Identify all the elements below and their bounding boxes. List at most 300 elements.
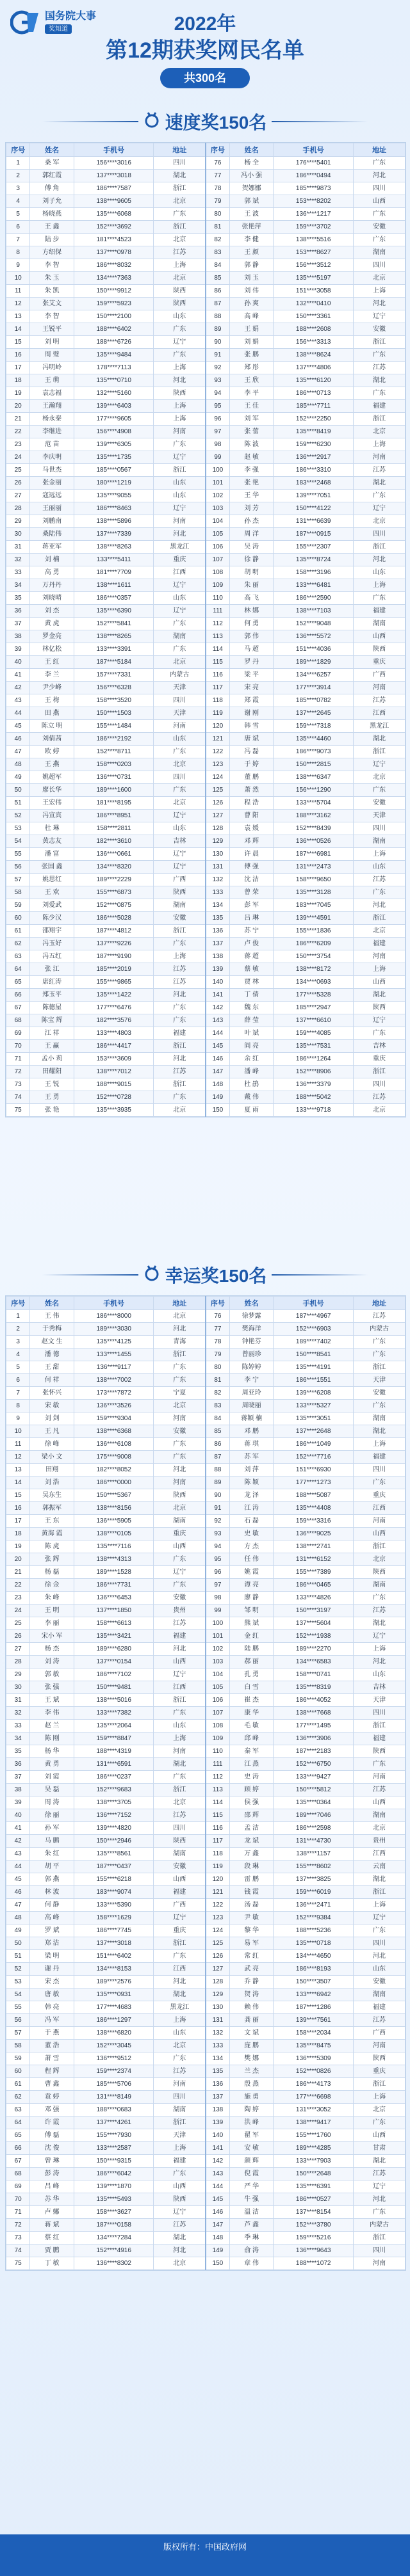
cell-phone: 188****5087 [274,1489,354,1502]
cell-address: 湖北 [353,477,405,490]
col-header-address: 地址 [353,143,405,157]
cell-index: 110 [206,1745,229,1758]
cell-address: 福建 [353,938,405,950]
cell-address: 福建 [353,2001,405,2014]
cell-name: 冯玉好 [30,938,74,950]
cell-name: 蒋 超 [229,950,274,963]
cell-address: 河北 [154,528,206,541]
cell-name: 程 浩 [229,797,274,810]
cell-phone: 187****0158 [74,2219,154,2232]
cell-address: 浙江 [353,912,405,925]
cell-index: 111 [206,605,229,618]
cell-address: 湖北 [353,1617,405,1630]
cell-phone: 181****8195 [74,797,154,810]
cell-phone: 132****5160 [74,387,154,400]
cell-address: 云南 [353,1860,405,1873]
cell-name: 郭 静 [229,259,274,272]
cell-name: 萧 雪 [30,2052,74,2065]
cell-name: 杜 琳 [30,822,74,835]
cell-address: 甘肃 [353,2142,405,2155]
table-row [6,1604,406,1617]
cell-name: 张 鹏 [229,349,274,362]
cell-phone: 150****3197 [274,1604,354,1617]
cell-name: 乔 静 [229,1976,274,1988]
cell-phone: 189****7402 [274,1336,354,1348]
cell-name: 王 东 [30,1515,74,1528]
cell-phone: 138****1157 [274,1848,354,1860]
cell-name: 唐 斌 [229,733,274,746]
cell-index: 141 [206,2142,229,2155]
cell-phone: 137****5604 [274,1617,354,1630]
cell-phone: 175****9008 [74,1451,154,1464]
cell-name: 宋 敏 [30,1400,74,1412]
cell-index: 80 [206,1361,229,1374]
table-row [6,566,406,579]
cell-address: 广东 [353,1592,405,1604]
cell-address: 陕西 [353,643,405,656]
cell-phone: 131****6591 [74,1758,154,1771]
cell-index: 13 [6,310,30,323]
cell-name: 姚思红 [30,874,74,886]
cell-phone: 133****6942 [274,1988,354,2001]
cell-phone: 186****0527 [274,2193,354,2206]
cell-address: 天津 [353,810,405,822]
cell-name: 颜 辉 [229,2155,274,2168]
cell-index: 150 [206,2257,229,2270]
cell-name: 刘 玉 [229,272,274,285]
cell-phone: 136****0661 [74,848,154,861]
cell-name: 张 强 [30,1681,74,1694]
cell-phone: 186****7731 [74,1579,154,1592]
table-row [6,374,406,387]
cell-phone: 158****3520 [74,694,154,707]
cell-phone: 136****9025 [274,1528,354,1540]
cell-phone: 152****3045 [74,2040,154,2052]
cell-phone: 186****5028 [74,912,154,925]
cell-phone: 133****7382 [74,1707,154,1720]
cell-name: 龙 泽 [229,1489,274,1502]
cell-index: 149 [206,1091,229,1104]
cell-index: 123 [206,758,229,771]
cell-phone: 152****8439 [274,822,354,835]
cell-name: 雷 鹏 [229,1873,274,1886]
cell-phone: 136****0731 [74,771,154,784]
cell-address: 浙江 [353,2078,405,2091]
cell-index: 3 [6,1336,30,1348]
cell-phone: 152****9384 [274,1912,354,1924]
cell-name: 施 勇 [229,2091,274,2104]
cell-phone: 185****2019 [74,963,154,976]
cell-address: 广东 [154,1771,206,1784]
cell-index: 129 [206,835,229,848]
cell-address: 广东 [353,886,405,899]
cell-index: 19 [6,1540,30,1553]
cell-index: 23 [6,438,30,451]
cell-index: 63 [6,950,30,963]
cell-index: 62 [6,938,30,950]
table-row [6,2180,406,2193]
table-row [6,362,406,374]
cell-name: 魏 东 [229,1002,274,1014]
cell-name: 江 涛 [229,1502,274,1515]
table-row [6,1643,406,1656]
cell-index: 11 [6,285,30,298]
cell-phone: 136****9117 [74,1361,154,1374]
cell-index: 46 [6,733,30,746]
cell-address: 河南 [353,2257,405,2270]
cell-name: 贾 鹏 [30,2244,74,2257]
cell-phone: 152****9048 [274,618,354,630]
cell-address: 山东 [154,2027,206,2040]
cell-name: 马世杰 [30,464,74,477]
cell-phone: 188****5042 [274,1091,354,1104]
table-row [6,2129,406,2142]
cell-phone: 139****6305 [74,438,154,451]
cell-phone: 188****3162 [274,810,354,822]
cell-index: 90 [206,336,229,349]
cell-index: 61 [6,925,30,938]
cell-name: 徐 金 [30,1579,74,1592]
cell-name: 罗 丹 [229,656,274,669]
cell-name: 王 波 [229,208,274,221]
cell-address: 河南 [353,2040,405,2052]
cell-phone: 150****9315 [74,2155,154,2168]
cell-phone: 155****6218 [74,1873,154,1886]
cell-index: 92 [206,362,229,374]
cell-index: 122 [206,1899,229,1912]
cell-address: 陕西 [154,1489,206,1502]
cell-address: 江苏 [154,976,206,989]
table-row [6,349,406,362]
cell-address: 广东 [353,387,405,400]
cell-index: 120 [206,720,229,733]
cell-index: 85 [206,1425,229,1438]
cell-phone: 150****4122 [274,502,354,515]
cell-name: 孔 勇 [229,1668,274,1681]
table-row [6,1707,406,1720]
table-row [6,835,406,848]
cell-index: 99 [206,451,229,464]
cell-index: 36 [6,605,30,618]
table-row [6,2052,406,2065]
cell-name: 马 超 [229,643,274,656]
table-row [6,170,406,182]
cell-name: 刘 萍 [229,1464,274,1476]
cell-name: 席红涛 [30,976,74,989]
table-row [6,1361,406,1374]
cell-phone: 186****7587 [74,182,154,195]
cell-address: 北京 [353,515,405,528]
cell-phone: 188****1072 [274,2257,354,2270]
cell-address: 广东 [353,1336,405,1348]
cell-address: 江苏 [154,246,206,259]
cell-address: 广东 [154,618,206,630]
cell-address: 山东 [154,592,206,605]
cell-phone: 177****6476 [74,1002,154,1014]
cell-name: 潘 峰 [229,1066,274,1078]
table-row [6,1476,406,1489]
cell-name: 唐 敏 [30,1988,74,2001]
table-row [6,912,406,925]
cell-phone: 137****3825 [274,1873,354,1886]
cell-index: 140 [206,976,229,989]
cell-name: 熊 斌 [229,1617,274,1630]
cell-index: 53 [6,822,30,835]
cell-phone: 186****0494 [274,170,354,182]
cell-phone: 136****5572 [274,630,354,643]
cell-index: 17 [6,1515,30,1528]
cell-name: 戴 伟 [229,1091,274,1104]
cell-address: 福建 [154,1027,206,1040]
table-row [6,477,406,490]
cell-address: 山西 [154,1540,206,1553]
cell-phone: 135****4408 [274,1502,354,1515]
cell-phone: 186****2598 [274,1822,354,1835]
table-row [6,2168,406,2180]
cell-phone: 188****5236 [274,1924,354,1937]
cell-index: 49 [6,771,30,784]
cell-name: 万 鑫 [229,1848,274,1860]
cell-index: 126 [206,1950,229,1963]
table-row [6,1848,406,1860]
cell-phone: 186****1551 [274,1374,354,1387]
cell-address: 河北 [353,1656,405,1668]
cell-name: 萧 然 [229,784,274,797]
cell-phone: 135****6390 [74,605,154,618]
table-row [6,1745,406,1758]
cell-address: 浙江 [154,221,206,234]
cell-index: 124 [206,771,229,784]
table-row [6,2206,406,2219]
table-row [6,1835,406,1848]
cell-address: 浙江 [154,182,206,195]
cell-phone: 135****4460 [274,733,354,746]
cell-address: 湖南 [353,835,405,848]
cell-address: 辽宁 [353,502,405,515]
table-row [6,259,406,272]
cell-name: 钟艳芬 [229,1336,274,1348]
total-count-badge: 共300名 [160,68,250,88]
cell-address: 重庆 [353,1489,405,1502]
cell-index: 9 [6,259,30,272]
cell-index: 31 [6,541,30,554]
cell-phone: 186****8193 [274,1963,354,1976]
cell-name: 李 智 [30,259,74,272]
cell-name: 田 燕 [30,707,74,720]
cell-address: 福建 [353,400,405,413]
cell-name: 冯 磊 [229,746,274,758]
cell-name: 傅 角 [30,182,74,195]
cell-index: 37 [6,1771,30,1784]
cell-phone: 152****0875 [74,899,154,912]
table-row [6,1912,406,1924]
cell-address: 浙江 [353,746,405,758]
cell-name: 董 鹏 [229,771,274,784]
cell-index: 67 [6,2155,30,2168]
cell-index: 136 [206,925,229,938]
cell-index: 16 [6,349,30,362]
table-row [6,1771,406,1784]
table-row [6,1014,406,1027]
cell-index: 122 [206,746,229,758]
cell-name: 丁 倩 [229,989,274,1002]
cell-name: 何 静 [30,1899,74,1912]
cell-name: 陆 步 [30,234,74,246]
cell-phone: 186****8000 [74,1310,154,1323]
cell-name: 张 艳 [30,1104,74,1117]
cell-phone: 138****1611 [74,579,154,592]
cell-phone: 177****1495 [274,1720,354,1732]
cell-phone: 133****5390 [74,1899,154,1912]
table-row [6,1002,406,1014]
cell-index: 114 [206,1796,229,1809]
cell-phone: 158****1629 [74,1912,154,1924]
cell-address: 北京 [154,656,206,669]
cell-name: 钱 霞 [229,1886,274,1899]
cell-name: 李继进 [30,426,74,438]
cell-address: 山西 [353,1528,405,1540]
cell-name: 林 波 [30,1886,74,1899]
cell-address: 辽宁 [353,1912,405,1924]
cell-phone: 133****5704 [274,797,354,810]
table-row [6,797,406,810]
cell-index: 54 [6,1988,30,2001]
cell-index: 146 [206,1053,229,1066]
cell-name: 王 红 [30,656,74,669]
cell-name: 梁小 文 [30,1451,74,1464]
cell-index: 59 [6,899,30,912]
cell-name: 樊 娜 [229,2052,274,2065]
divider [272,121,368,122]
cell-phone: 136****3379 [274,1078,354,1091]
cell-index: 50 [6,784,30,797]
table-row [6,1515,406,1528]
cell-address: 湖南 [353,1988,405,2001]
cell-address: 天津 [353,1694,405,1707]
cell-phone: 131****2473 [274,861,354,874]
cell-index: 81 [206,1374,229,1387]
cell-phone: 133****1455 [74,1348,154,1361]
cell-phone: 134****6583 [274,1656,354,1668]
cell-name: 贺娜娜 [229,182,274,195]
cell-address: 广东 [353,1400,405,1412]
cell-name: 任 伟 [229,1553,274,1566]
cell-address: 广东 [154,938,206,950]
cell-address: 湖南 [154,1515,206,1528]
cell-index: 54 [6,835,30,848]
cell-address: 天津 [353,1374,405,1387]
cell-phone: 186****7102 [74,1668,154,1681]
cell-address: 安徽 [353,797,405,810]
cell-phone: 135****3128 [274,886,354,899]
cell-address: 山西 [353,976,405,989]
cell-phone: 136****1217 [274,208,354,221]
cell-address: 江苏 [154,963,206,976]
cell-index: 66 [6,989,30,1002]
cell-address: 广东 [154,1579,206,1592]
cell-name: 严 华 [229,2180,274,2193]
cell-address: 浙江 [353,1066,405,1078]
cell-phone: 189****1600 [74,784,154,797]
cell-index: 3 [6,182,30,195]
cell-phone: 155****2307 [274,541,354,554]
cell-index: 77 [206,1323,229,1336]
table-row [6,246,406,259]
cell-index: 8 [6,1400,30,1412]
cell-phone: 183****7045 [274,899,354,912]
cell-index: 39 [6,643,30,656]
cell-index: 138 [206,2104,229,2116]
cell-address: 广东 [353,1758,405,1771]
cell-index: 51 [6,797,30,810]
cell-name: 刘倩茜 [30,733,74,746]
cell-index: 84 [206,1412,229,1425]
cell-address: 湖北 [353,989,405,1002]
cell-address: 江苏 [353,1310,405,1323]
table-row [6,2257,406,2270]
cell-index: 125 [206,784,229,797]
cell-index: 126 [206,797,229,810]
table-row [6,1489,406,1502]
cell-phone: 134****8153 [74,1963,154,1976]
cell-address: 山东 [353,1668,405,1681]
cell-index: 18 [6,1528,30,1540]
cell-index: 24 [6,451,30,464]
table-row [6,195,406,208]
cell-phone: 135****7531 [274,1040,354,1053]
cell-phone: 152****6750 [274,1758,354,1771]
cell-address: 北京 [154,195,206,208]
cell-name: 丁 敏 [30,2257,74,2270]
cell-index: 7 [6,234,30,246]
cell-address: 陕西 [154,285,206,298]
cell-index: 30 [6,1681,30,1694]
cell-index: 1 [6,157,30,170]
cell-index: 149 [206,2244,229,2257]
cell-address: 山西 [353,195,405,208]
cell-index: 92 [206,1515,229,1528]
table-row [6,1976,406,1988]
cell-address: 山东 [353,861,405,874]
cell-phone: 189****2270 [274,1643,354,1656]
cell-phone: 138****5516 [274,234,354,246]
cell-address: 陕西 [353,1566,405,1579]
cell-address: 广东 [154,784,206,797]
cell-name: 徐 丽 [30,1809,74,1822]
cell-name: 徐 峰 [30,1438,74,1451]
cell-address: 河北 [353,1950,405,1963]
cell-index: 34 [6,1732,30,1745]
cell-name: 尹少峰 [30,682,74,694]
cell-phone: 152****1938 [274,1630,354,1643]
cell-phone: 159****4085 [274,1027,354,1040]
cell-index: 35 [6,592,30,605]
cell-phone: 138****8265 [74,630,154,643]
cell-phone: 135****0710 [74,374,154,387]
cell-phone: 135****1735 [74,451,154,464]
page-subtitle: 第12期获奖网民名单 [106,38,304,63]
cell-address: 湖南 [353,246,405,259]
cell-name: 文 斌 [229,2027,274,2040]
cell-name: 王 娟 [229,323,274,336]
cell-phone: 135****6391 [274,2180,354,2193]
cell-phone: 186****0000 [74,1476,154,1489]
cell-phone: 150****9481 [74,1681,154,1694]
cell-name: 杜 鹃 [229,1078,274,1091]
cell-address: 黑龙江 [154,2001,206,2014]
cell-index: 58 [6,2040,30,2052]
cell-phone: 133****2587 [74,2142,154,2155]
